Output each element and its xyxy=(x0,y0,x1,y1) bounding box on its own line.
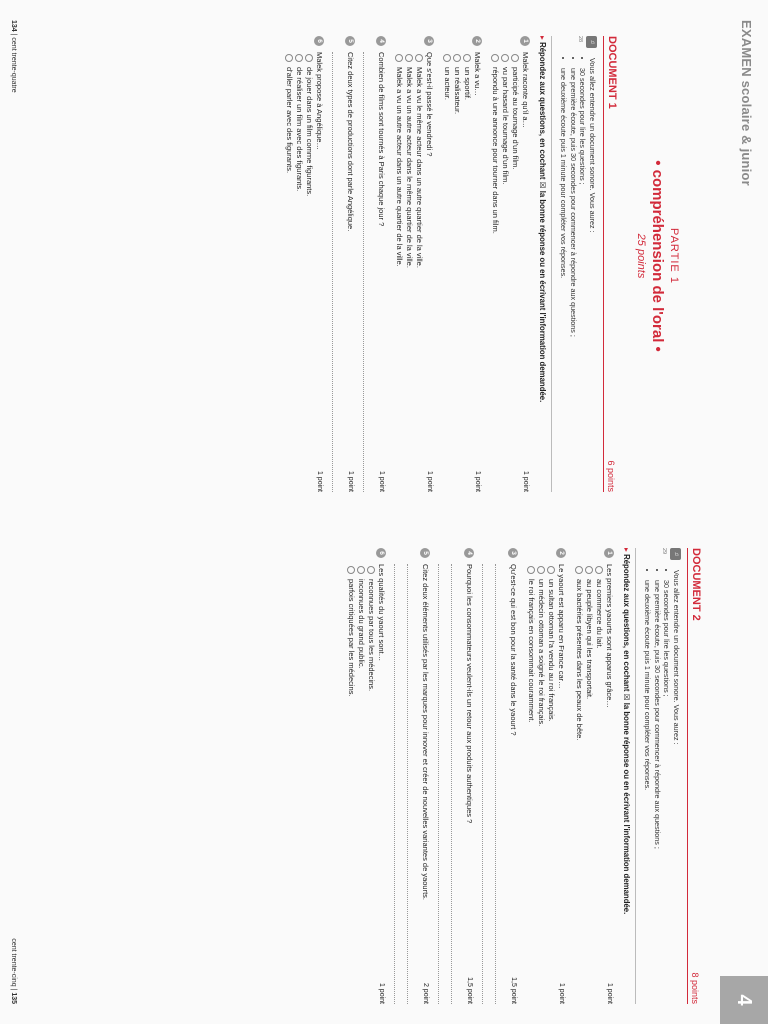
track-number: 28 xyxy=(577,36,583,43)
question-points: 1 point xyxy=(426,470,433,492)
answer-option[interactable] xyxy=(394,54,404,492)
intro-bullet: • une première écoute, puis 30 secondes pour commencer à répondre aux questions ; xyxy=(569,68,579,492)
answer-line[interactable] xyxy=(482,564,495,1004)
page-footer: cent trente-cinq | 135 xyxy=(10,938,17,1004)
radio-icon[interactable] xyxy=(443,54,451,62)
arrow-icon: ▸ xyxy=(538,36,547,40)
option-label: de réaliser un film avec des figurants. xyxy=(295,67,304,192)
instruction xyxy=(622,548,636,1004)
answer-option[interactable] xyxy=(500,54,510,492)
audio-icon[interactable]: ♫ xyxy=(586,36,597,48)
audio-icon[interactable]: ♫ xyxy=(670,548,681,560)
question-number: 2 xyxy=(472,36,482,46)
question-text: Les premiers yaourts sont apparus grâce… xyxy=(605,564,614,708)
option-label: un sultan ottoman l'a vendu au roi français. xyxy=(547,579,556,722)
radio-icon[interactable] xyxy=(547,566,555,574)
document-header xyxy=(687,548,702,1004)
document-2 xyxy=(346,548,702,1004)
question-points: 1 point xyxy=(378,982,385,1004)
question-number: 1 xyxy=(520,36,530,46)
radio-icon[interactable] xyxy=(415,54,423,62)
question xyxy=(482,548,518,1004)
option-label: Malek a vu un autre acteur dans un autre quartier de la ville. xyxy=(395,67,404,267)
question-number: 5 xyxy=(345,36,355,46)
document-intro xyxy=(559,36,597,492)
answer-option[interactable] xyxy=(294,54,304,492)
radio-icon[interactable] xyxy=(347,566,355,574)
option-label: d'aller parler avec des figurants. xyxy=(285,67,294,174)
question-points: 1 point xyxy=(347,470,354,492)
question-number: 6 xyxy=(314,36,324,46)
option-label: un réalisateur. xyxy=(453,67,462,115)
radio-icon[interactable] xyxy=(511,54,519,62)
document-intro xyxy=(643,548,681,1004)
radio-icon[interactable] xyxy=(501,54,509,62)
option-label: un acteur. xyxy=(443,67,452,100)
track-number: 29 xyxy=(661,548,667,555)
exam-header-strip xyxy=(722,0,768,512)
answer-option[interactable] xyxy=(452,54,462,492)
option-label: au commerce du lait. xyxy=(595,579,604,649)
answer-option[interactable] xyxy=(442,54,452,492)
answer-option[interactable] xyxy=(584,566,594,1004)
option-label: le roi français en consommait couramment. xyxy=(527,579,536,723)
radio-icon[interactable] xyxy=(537,566,545,574)
intro-bullet: • 30 secondes pour lire les questions ; xyxy=(662,580,672,1004)
question xyxy=(438,548,474,1004)
question-number: 5 xyxy=(420,548,430,558)
page-number: 134 xyxy=(10,20,17,32)
option-label: de jouer dans un film comme figurants. xyxy=(305,67,314,197)
page-words: cent trente-cinq xyxy=(10,938,17,987)
intro-bullet: • une première écoute, puis 30 secondes pour commencer à répondre aux questions ; xyxy=(653,580,663,1004)
question xyxy=(394,548,430,1004)
intro-bullet: • 30 secondes pour lire les questions ; xyxy=(578,68,588,492)
option-label: reconnues par tous les médecins. xyxy=(367,579,376,692)
option-label: vu par hasard le tournage d'un film. xyxy=(501,67,510,185)
exam-title: EXAMEN scolaire & junior xyxy=(739,20,754,186)
answer-line[interactable] xyxy=(363,52,376,492)
right-page xyxy=(0,512,768,1024)
part-title: • compréhension de l'oral • xyxy=(649,160,666,352)
question-text: Citez deux éléments utilisés par les marques pour innover et créer de nouvelles variantes de yaourts. xyxy=(421,564,430,901)
question-number: 6 xyxy=(376,548,386,558)
intro-list xyxy=(643,570,672,1004)
question-number: 2 xyxy=(556,548,566,558)
page-footer: 134 | cent trente-quatre xyxy=(10,20,17,93)
answer-option[interactable] xyxy=(304,54,314,492)
radio-icon[interactable] xyxy=(305,54,313,62)
question-text: Que s'est-il passé le vendredi ? xyxy=(425,52,434,157)
answer-option[interactable] xyxy=(510,54,520,492)
question-points: 1 point xyxy=(606,982,613,1004)
option-label: un sportif. xyxy=(463,67,472,100)
question xyxy=(394,36,434,492)
page-words: cent trente-quatre xyxy=(10,37,17,93)
answer-line[interactable] xyxy=(394,564,407,1004)
answer-line[interactable] xyxy=(451,564,464,1004)
answer-option[interactable] xyxy=(574,566,584,1004)
option-label: Malek a vu un autre acteur dans le même quartier de la ville. xyxy=(405,67,414,268)
question-number: 4 xyxy=(376,36,386,46)
question xyxy=(526,548,566,1004)
option-label: un médecin ottoman a soigné le roi français. xyxy=(537,579,546,727)
question-points: 1 point xyxy=(316,470,323,492)
answer-option[interactable] xyxy=(346,566,356,1004)
document-1 xyxy=(284,36,618,492)
answer-option[interactable] xyxy=(356,566,366,1004)
question xyxy=(332,36,355,492)
question-number: 1 xyxy=(604,548,614,558)
question-text: Les qualités du yaourt sont… xyxy=(377,564,386,662)
question-points: 1 point xyxy=(378,470,385,492)
document-header xyxy=(603,36,618,492)
intro-lead: Vous allez entendre un document sonore. Vous aurez : xyxy=(672,570,681,745)
radio-icon[interactable] xyxy=(453,54,461,62)
answer-option[interactable] xyxy=(536,566,546,1004)
intro-bullet: • une deuxième écoute puis 1 minute pour compléter vos réponses. xyxy=(559,68,569,492)
question-text: Pourquoi les consommateurs veulent-ils un retour aux produits authentiques ? xyxy=(465,564,474,824)
answer-option[interactable] xyxy=(594,566,604,1004)
radio-icon[interactable] xyxy=(575,566,583,574)
option-label: participé au tournage d'un film. xyxy=(511,67,520,170)
option-label: parfois critiquées par les médecins. xyxy=(347,579,356,697)
question xyxy=(284,36,324,492)
radio-icon[interactable] xyxy=(295,54,303,62)
radio-icon[interactable] xyxy=(357,566,365,574)
radio-icon[interactable] xyxy=(285,54,293,62)
answer-option[interactable] xyxy=(546,566,556,1004)
question xyxy=(363,36,386,492)
radio-icon[interactable] xyxy=(395,54,403,62)
question-text: Malek raconte qu'il a… xyxy=(521,52,530,129)
page-number: 135 xyxy=(10,992,17,1004)
answer-option[interactable] xyxy=(366,566,376,1004)
answer-line[interactable] xyxy=(332,52,345,492)
radio-icon[interactable] xyxy=(405,54,413,62)
document-points: 8 points xyxy=(690,972,700,1004)
instruction xyxy=(538,36,552,492)
answer-line[interactable] xyxy=(438,564,451,1004)
radio-icon[interactable] xyxy=(491,54,499,62)
question-number: 3 xyxy=(508,548,518,558)
question-text: Le yaourt est apparu en France car… xyxy=(557,564,566,689)
question xyxy=(574,548,614,1004)
chapter-tab: 4 xyxy=(720,976,768,1024)
answer-option[interactable] xyxy=(462,54,472,492)
question-points: 1,5 point xyxy=(510,977,517,1004)
part-heading xyxy=(635,0,680,512)
option-label: au peuple libyen qui les transportait. xyxy=(585,579,594,700)
intro-bullet: • une deuxième écoute puis 1 minute pour compléter vos réponses. xyxy=(643,580,653,1004)
question-points: 1,5 point xyxy=(466,977,473,1004)
question-text: Combien de films sont tournés à Paris chaque jour ? xyxy=(377,52,386,227)
answer-line[interactable] xyxy=(495,564,508,1004)
answer-option[interactable] xyxy=(490,54,500,492)
option-label: répondu à une annonce pour tourner dans un film. xyxy=(491,67,500,234)
intro-list xyxy=(559,58,588,492)
radio-icon[interactable] xyxy=(585,566,593,574)
answer-option[interactable] xyxy=(414,54,424,492)
intro-lead: Vous allez entendre un document sonore. Vous aurez : xyxy=(588,58,597,233)
answer-line[interactable] xyxy=(407,564,420,1004)
question-text: Qu'est-ce qui est bon pour la santé dans le yaourt ? xyxy=(509,564,518,736)
answer-option[interactable] xyxy=(404,54,414,492)
document-title: DOCUMENT 2 xyxy=(690,548,702,621)
option-label: aux bactéries présentes dans les peaux de bête. xyxy=(575,579,584,741)
answer-option[interactable] xyxy=(284,54,294,492)
part-label: PARTIE 1 xyxy=(668,228,680,284)
question-text: Malek propose à Angélique… xyxy=(315,52,324,150)
question-text: Malek a vu… xyxy=(473,52,482,96)
question-points: 1 point xyxy=(558,982,565,1004)
option-label: Malek a vu le même acteur dans un autre quartier de la ville. xyxy=(415,67,424,268)
question-points: 1 point xyxy=(522,470,529,492)
arrow-icon: ▸ xyxy=(622,548,631,552)
radio-icon[interactable] xyxy=(527,566,535,574)
document-title: DOCUMENT 1 xyxy=(606,36,618,109)
question-number: 4 xyxy=(464,548,474,558)
question-points: 2 point xyxy=(422,982,429,1004)
question-text: Citez deux types de productions dont parle Angélique. xyxy=(346,52,355,232)
radio-icon[interactable] xyxy=(367,566,375,574)
instruction-text: Répondez aux questions, en cochant ☒ la bonne réponse ou en écrivant l'information demandée. xyxy=(538,42,547,403)
question-number: 3 xyxy=(424,36,434,46)
question xyxy=(346,548,386,1004)
question xyxy=(490,36,530,492)
question-points: 1 point xyxy=(474,470,481,492)
question xyxy=(442,36,482,492)
part-points: 25 points xyxy=(635,233,647,279)
instruction-text: Répondez aux questions, en cochant ☒ la bonne réponse ou en écrivant l'information demandée. xyxy=(622,554,631,915)
answer-option[interactable] xyxy=(526,566,536,1004)
option-label: inconnues du grand public. xyxy=(357,579,366,669)
document-points: 6 points xyxy=(606,460,616,492)
radio-icon[interactable] xyxy=(595,566,603,574)
radio-icon[interactable] xyxy=(463,54,471,62)
